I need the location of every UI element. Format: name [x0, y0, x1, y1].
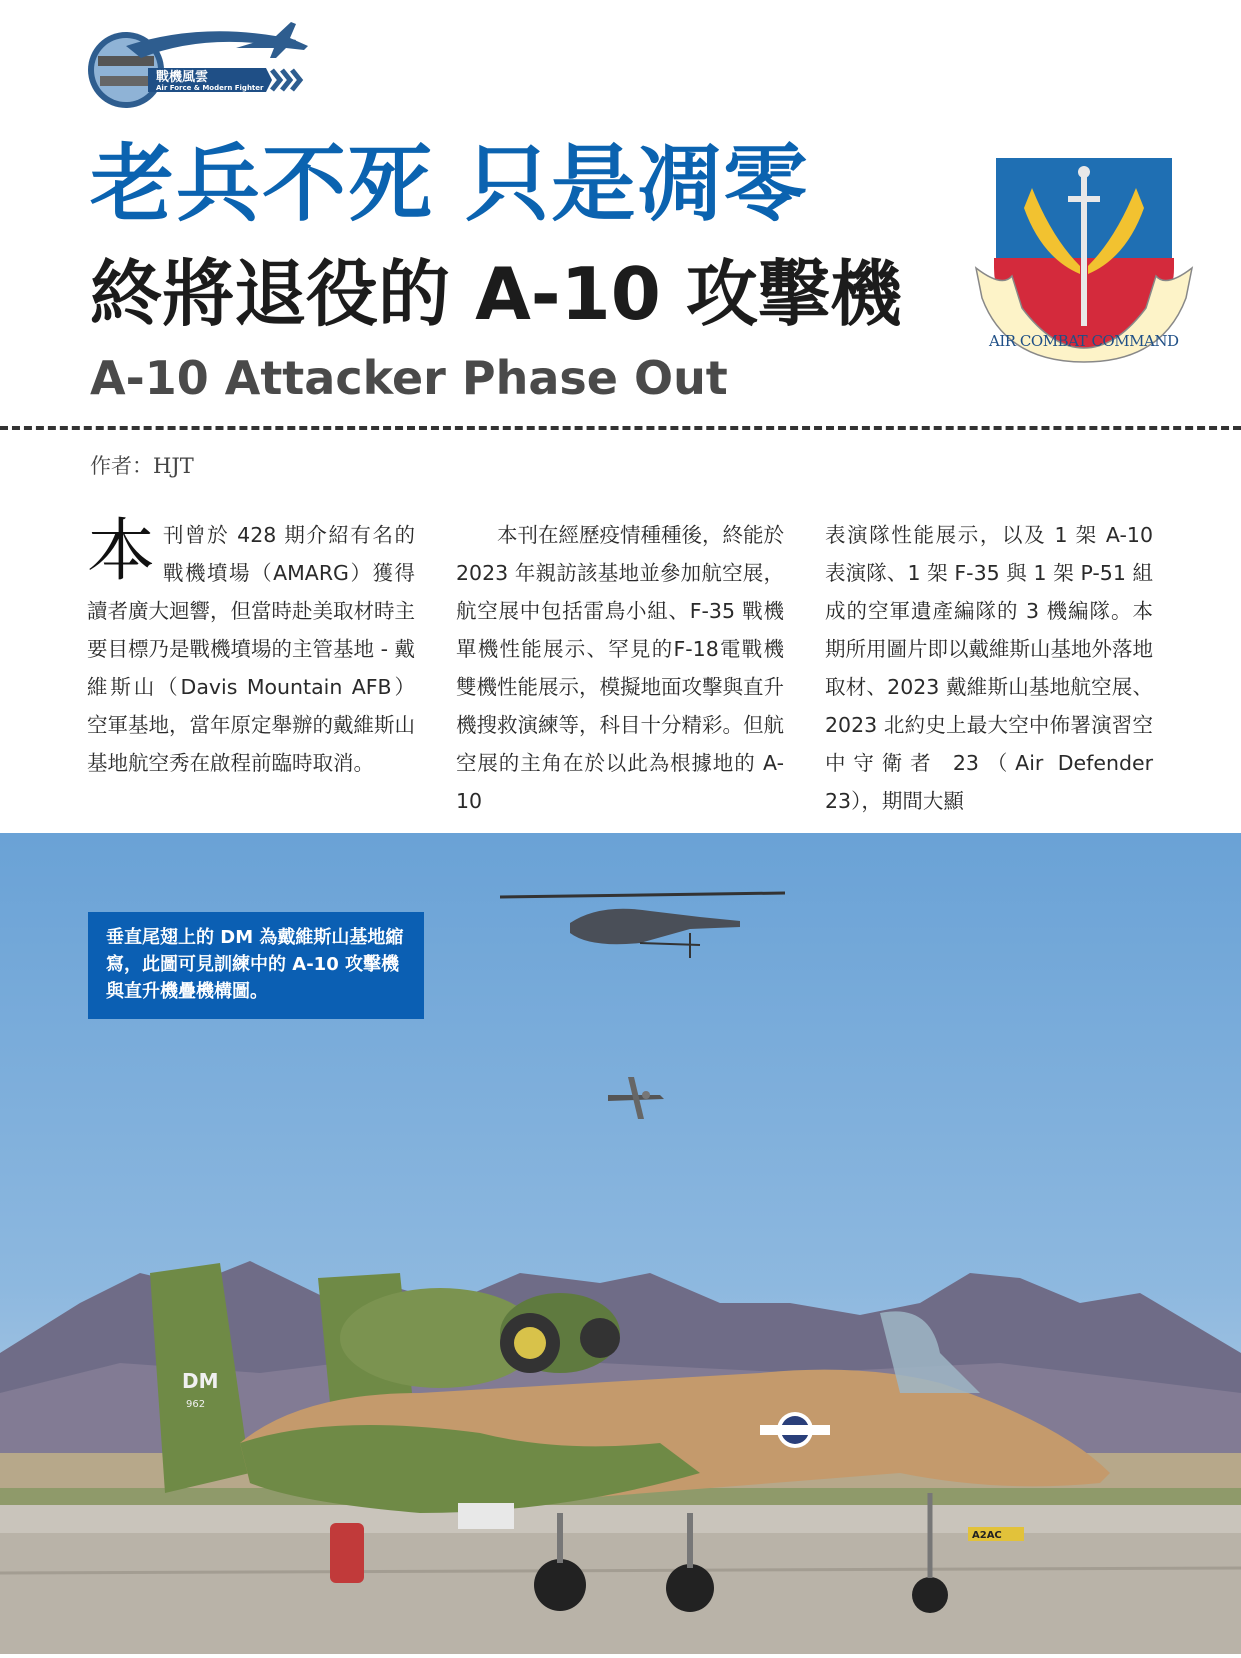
logo-title: 戰機風雲 [156, 70, 209, 85]
article-column-1 [87, 512, 415, 782]
fuselage-code: A2AC [972, 1530, 1002, 1541]
author-line: 作者：HJT [90, 454, 194, 478]
drop-cap: 本 [87, 512, 156, 591]
section-divider [0, 426, 1241, 430]
article-subtitle: 終將退役的 A-10 攻擊機 [90, 252, 902, 336]
logo-subtitle: Air Force & Modern Fighter [156, 84, 264, 92]
tail-number: 962 [186, 1399, 206, 1410]
article-english-title: A-10 Attacker Phase Out [90, 351, 728, 405]
acc-shield-icon [972, 148, 1196, 370]
tail-code: DM [182, 1369, 219, 1393]
article-column-3: 表演隊性能展示，以及 1 架 A-10 表演隊、1 架 F-35 與 1 架 P-51 組成的空軍遺產編隊的 3 機編隊。本期所用圖片即以戴維斯山基地外落地取材、2023 戴維斯山基地航空展、2023 北約史上最大空中佈署演習空中守衛者 23（Air Defender 23），期間大顯 [825, 523, 1153, 813]
article-title: 老兵不死 只是凋零 [90, 135, 810, 233]
photo-caption: 垂直尾翅上的 DM 為戴維斯山基地縮寫，此圖可見訓練中的 A-10 攻擊機與直升機疊機構圖。 [88, 912, 424, 1019]
badge-text: AIR COMBAT COMMAND [989, 332, 1179, 350]
column-1-text: 刊曾於 428 期介紹有名的戰機墳場（AMARG）獲得讀者廣大迴響，但當時赴美取材時主要目標乃是戰機墳場的主管基地 - 戴維斯山（Davis Mountain AFB）空軍基地，當年原定舉辦的戴維斯山基地航空秀在啟程前臨時取消。 [87, 523, 415, 775]
air-combat-command-badge [972, 148, 1196, 370]
article-column-2: 本刊在經歷疫情種種後，終能於 2023 年親訪該基地並參加航空展，航空展中包括雷鳥小組、F-35 戰機單機性能展示、罕見的F-18電戰機雙機性能展示，模擬地面攻擊與直升機搜救演練等，科目十分精彩。但航空展的主角在於以此為根據地的 A-10 [456, 523, 784, 813]
fire-extinguisher-cart [330, 1523, 364, 1583]
service-truck [458, 1503, 514, 1529]
magazine-logo [86, 18, 316, 116]
